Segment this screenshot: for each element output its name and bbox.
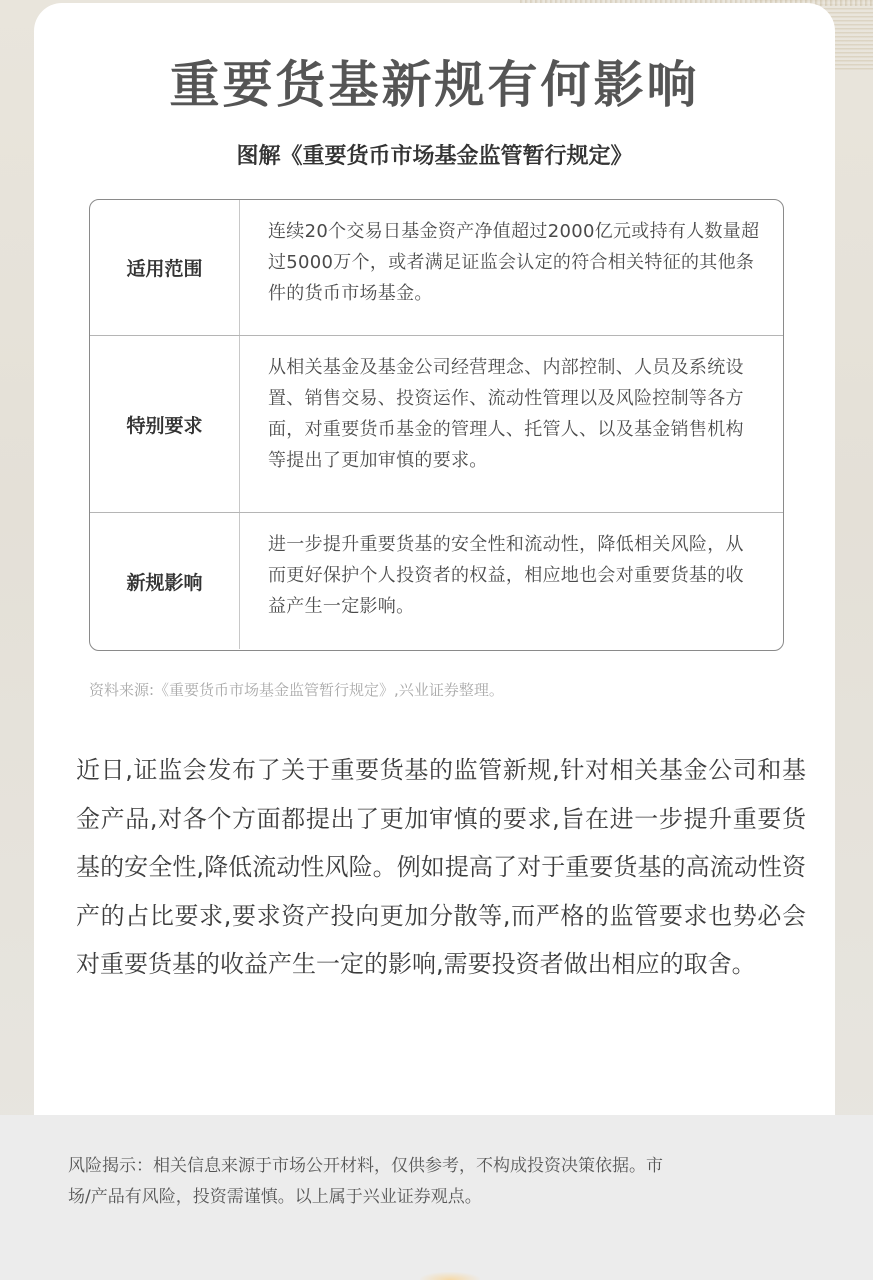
regulation-summary-table [89, 199, 784, 651]
footer-glow-decoration [420, 1272, 480, 1280]
article-card [34, 3, 835, 1115]
risk-disclosure-footer [0, 1115, 873, 1280]
table-row-scope [90, 200, 783, 336]
table-row-special-requirements [90, 336, 783, 513]
row-label: 新规影响 [90, 513, 240, 649]
source-note: 资料来源:《重要货币市场基金监管暂行规定》,兴业证券整理。 [89, 681, 504, 699]
row-text: 连续20个交易日基金资产净值超过2000亿元或持有人数量超过5000万个，或者满足证监会认定的符合相关特征的其他条件的货币市场基金。 [268, 221, 760, 304]
risk-disclosure-text: 风险揭示：相关信息来源于市场公开材料，仅供参考，不构成投资决策依据。市场/产品有风险，投资需谨慎。以上属于兴业证券观点。 [68, 1156, 663, 1207]
row-label: 适用范围 [90, 200, 240, 335]
row-label: 特别要求 [90, 336, 240, 512]
table-row-impact [90, 513, 783, 649]
row-text: 从相关基金及基金公司经营理念、内部控制、人员及系统设置、销售交易、投资运作、流动性管理以及风险控制等各方面，对重要货币基金的管理人、托管人、以及基金销售机构等提出了更加审慎的要求。 [268, 357, 744, 471]
row-text: 进一步提升重要货基的安全性和流动性，降低相关风险，从而更好保护个人投资者的权益，相应地也会对重要货基的收益产生一定影响。 [268, 534, 744, 617]
page-title: 重要货基新规有何影响 [169, 56, 700, 114]
infographic-subtitle: 图解《重要货币市场基金监管暂行规定》 [236, 144, 633, 169]
body-paragraph: 近日,证监会发布了关于重要货基的监管新规,针对相关基金公司和基金产品,对各个方面都提出了更加审慎的要求,旨在进一步提升重要货基的安全性,降低流动性风险。例如提高了对于重要货基的高流动性资产的占比要求,要求资产投向更加分散等,而严格的监管要求也势必会对重要货基的收益产生一定的影响,需要投资者做出相应的取舍。 [76, 756, 806, 978]
